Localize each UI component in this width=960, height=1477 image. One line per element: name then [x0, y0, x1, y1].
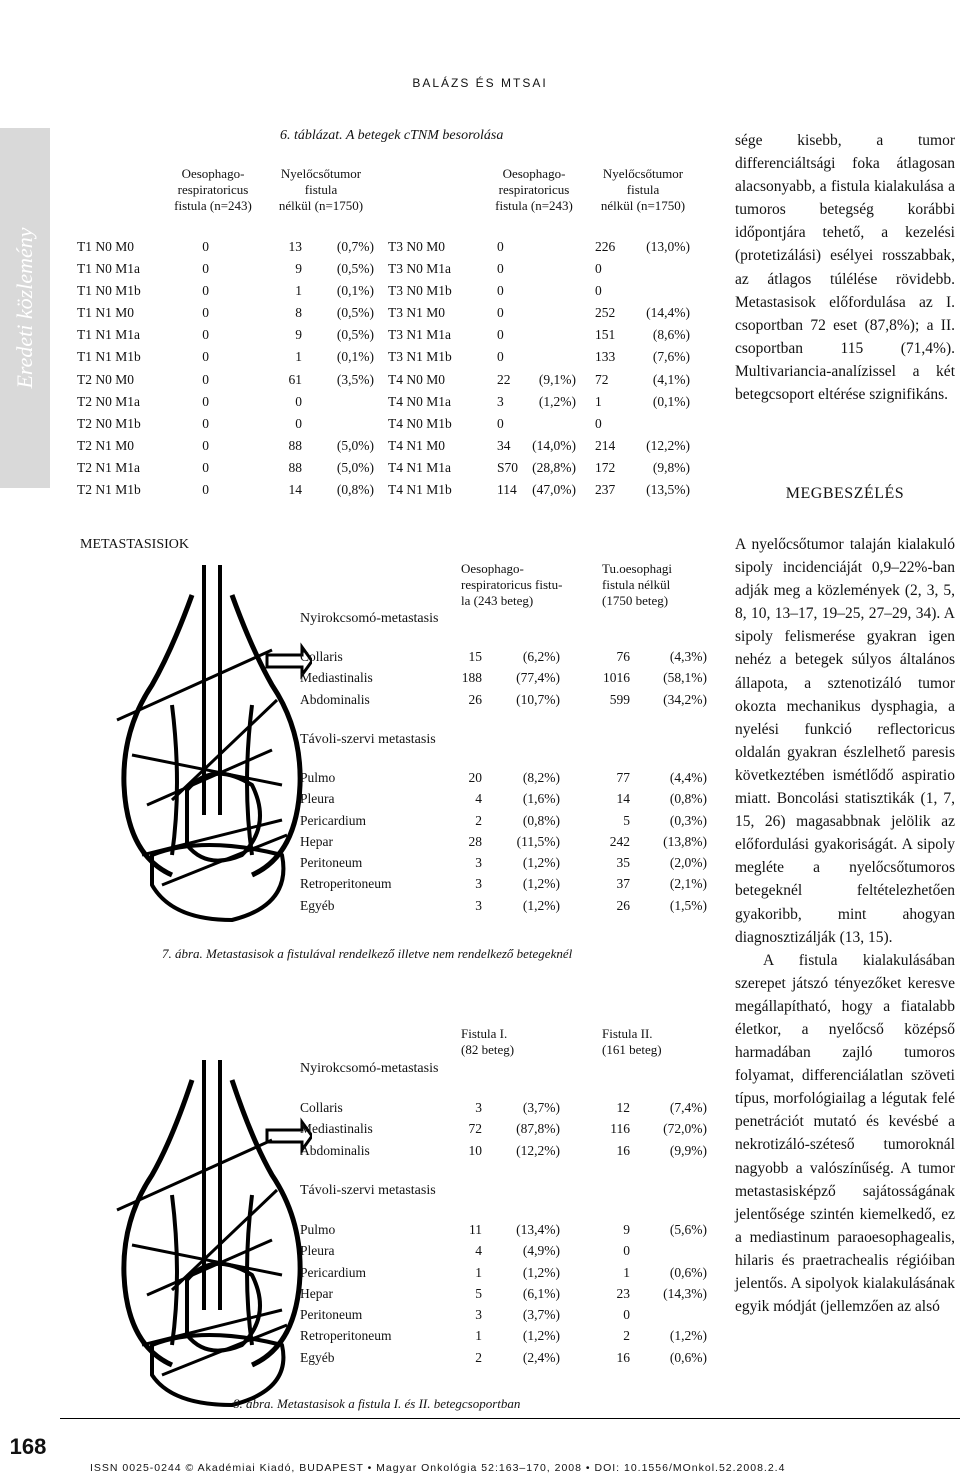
section-heading: MEGBESZÉLÉS: [785, 485, 905, 502]
group1-percent-cell: (10,7%): [516, 691, 560, 707]
group1-count-cell: 5: [475, 1285, 482, 1301]
table6-right-nofistula-header: [588, 166, 698, 214]
stage-cell: T4 N0 M0: [388, 371, 445, 387]
site-name-cell: Abdominalis: [300, 691, 370, 707]
stage-cell: T2 N0 M1a: [77, 393, 140, 409]
site-name-cell: Egyéb: [300, 1349, 335, 1365]
header-line: fistula: [304, 182, 338, 197]
table-row: [300, 873, 710, 894]
group2-count-cell: 5: [623, 812, 630, 828]
side-tab-label: Eredeti közlemény: [12, 227, 37, 389]
header-line: (82 beteg): [461, 1042, 515, 1057]
header-line: Fistula I.: [461, 1026, 508, 1041]
group2-percent-cell: (14,3%): [663, 1285, 707, 1301]
stage-cell: T2 N0 M1b: [77, 415, 141, 431]
thorax-metastasis-illustration-7: [112, 555, 312, 930]
group2-count-cell: 2: [623, 1328, 630, 1344]
fistula-count-cell: 0: [497, 415, 504, 431]
table-row: [388, 302, 698, 324]
figure-section-label: METASTASISIOK: [80, 537, 189, 552]
table6-left-body: [77, 236, 382, 501]
fistula-count-cell: 0: [202, 393, 209, 409]
table-row: [300, 1325, 710, 1346]
fistula-count-cell: 22: [497, 371, 511, 387]
group2-count-cell: 35: [616, 855, 630, 871]
group1-count-cell: 1: [475, 1328, 482, 1344]
site-name-cell: Pleura: [300, 791, 335, 807]
table-row: [300, 1262, 710, 1283]
table-row: [300, 1140, 710, 1161]
stage-cell: T1 N1 M0: [77, 305, 134, 321]
nofistula-percent-cell: (0,1%): [336, 349, 374, 365]
fistula-count-cell: 0: [497, 283, 504, 299]
nofistula-percent-cell: (0,5%): [336, 305, 374, 321]
fistula-count-cell: 0: [202, 239, 209, 254]
nofistula-count-cell: 9: [295, 327, 302, 343]
fistula-percent-cell: (9,1%): [538, 371, 576, 387]
table-row: [77, 302, 382, 324]
group2-percent-cell: (0,3%): [669, 812, 707, 828]
group2-percent-cell: (7,4%): [669, 1100, 707, 1115]
table-row: [77, 479, 382, 501]
group1-percent-cell: (1,2%): [522, 897, 560, 913]
group1-count-cell: 188: [461, 670, 482, 686]
table-row: [388, 236, 698, 258]
group1-percent-cell: (3,7%): [522, 1100, 560, 1115]
header-line: respiratoricus: [177, 182, 249, 197]
stage-cell: T4 N1 M0: [388, 437, 445, 453]
group2-percent-cell: (72,0%): [663, 1121, 707, 1137]
nofistula-count-cell: 0: [295, 393, 302, 409]
fig7-lymph-rows: [300, 646, 710, 710]
header-line: Fistula II.: [602, 1026, 653, 1041]
site-name-cell: Egyéb: [300, 897, 335, 913]
table-row: [77, 280, 382, 302]
nofistula-percent-cell: (3,5%): [336, 371, 374, 387]
group2-count-cell: 12: [616, 1100, 630, 1115]
nofistula-count-cell: 1: [295, 283, 302, 299]
fig8-distant-rows: [300, 1219, 710, 1368]
table-row: [77, 435, 382, 457]
nofistula-count-cell: 252: [595, 305, 616, 321]
stage-cell: T3 N0 M1b: [388, 283, 452, 299]
group1-count-cell: 3: [475, 897, 482, 913]
fistula-count-cell: 0: [497, 305, 504, 321]
nofistula-count-cell: 61: [288, 371, 302, 387]
nofistula-count-cell: 226: [595, 239, 616, 254]
table-row: [388, 258, 698, 280]
header-line: Tu.oesophagi: [602, 561, 672, 576]
header-line: fistula (n=243): [174, 198, 252, 213]
fig8-caption: 8. ábra. Metastasisok a fistula I. és II. betegcsoportban: [233, 1396, 521, 1411]
group1-percent-cell: (87,8%): [516, 1121, 560, 1137]
group2-percent-cell: (0,6%): [669, 1349, 707, 1365]
table-row: [77, 346, 382, 368]
page-number: 168: [9, 1434, 47, 1459]
group2-percent-cell: (2,0%): [669, 855, 707, 871]
footer-citation: ISSN 0025-0244 © Akadémiai Kiadó, BUDAPEST • Magyar Onkológia 52:163–170, 2008 • DOI: 10.1556/MOnkol.52.2008.2.4: [90, 1462, 786, 1474]
stage-cell: T2 N1 M1b: [77, 482, 141, 498]
site-name-cell: Pulmo: [300, 1222, 336, 1237]
group1-percent-cell: (13,4%): [516, 1222, 560, 1237]
table-row: [300, 788, 710, 809]
table-row: [77, 324, 382, 346]
group1-count-cell: 2: [475, 812, 482, 828]
table-row: [388, 457, 698, 479]
thorax-metastasis-illustration-8: [112, 1060, 312, 1410]
stage-cell: T2 N0 M0: [77, 371, 134, 387]
table-row: [388, 391, 698, 413]
stage-cell: T3 N1 M1b: [388, 349, 452, 365]
table-row: [300, 667, 710, 688]
group1-count-cell: 3: [475, 855, 482, 871]
paragraph: A nyelőcsőtumor talaján kialakuló sipoly incidenciáját 0,9–22%-ban adják meg a közlemények (2, 3, 5, 8, 10, 13–17, 19–25, 27–29, 34). A sipoly felismerése gyakran igen nehéz a betegek súlyos általános állapota, a sztenotizáló tumor okozta mechanikus dysphagia, a nyelési funkció reflectoricus oldalán gyakran észlelhető paresis következtében ismétlődő aspiratio miatt. Boncolási statisztikák (1, 7, 15, 26) magasabbnak jelölik az előfordulási gyakoriságát. A sipoly megléte a nyelőcsőtumoros betegeknél feltételezhetően gyakoribb, mint ahogyan diagnosztizálják (13, 15).: [735, 536, 955, 946]
fig7-distant-rows: [300, 767, 710, 916]
header-line: fistula nélkül: [602, 577, 671, 592]
table-row: [300, 689, 710, 710]
table-row: [300, 810, 710, 831]
header-line: Oesophago-: [502, 166, 566, 181]
site-name-cell: Pulmo: [300, 770, 336, 785]
group1-percent-cell: (1,2%): [522, 876, 560, 892]
header-line: nélkül (n=1750): [278, 198, 364, 213]
group2-percent-cell: (1,2%): [669, 1328, 707, 1344]
running-header-author: BALÁZS ÉS MTSAI: [412, 76, 548, 90]
table-row: [77, 236, 382, 258]
table-row: [388, 280, 698, 302]
fistula-percent-cell: (1,2%): [538, 393, 576, 409]
fig7-lymph-heading: Nyirokcsomó-metastasis: [300, 611, 439, 626]
nofistula-count-cell: 0: [595, 283, 602, 299]
table6-left-nofistula-header: [266, 166, 376, 214]
nofistula-percent-cell: (0,1%): [336, 283, 374, 299]
site-name-cell: Hepar: [300, 1285, 333, 1301]
table6-title: 6. táblázat. A betegek cTNM besorolása: [280, 128, 504, 143]
group1-count-cell: 1: [475, 1264, 482, 1280]
group2-percent-cell: (58,1%): [663, 670, 707, 686]
table-row: [300, 646, 710, 667]
stage-cell: T4 N1 M1a: [388, 459, 451, 475]
group2-count-cell: 1: [623, 1264, 630, 1280]
nofistula-percent-cell: (9,8%): [652, 459, 690, 475]
group2-percent-cell: (2,1%): [669, 876, 707, 892]
table-row: [388, 479, 698, 501]
body-text-top: [735, 129, 955, 406]
group2-count-cell: 16: [616, 1142, 630, 1158]
site-name-cell: Pleura: [300, 1243, 335, 1259]
group2-count-cell: 14: [616, 791, 630, 807]
stage-cell: T4 N0 M1b: [388, 415, 452, 431]
group1-percent-cell: (1,6%): [522, 791, 560, 807]
site-name-cell: Retroperitoneum: [300, 876, 392, 892]
site-name-cell: Abdominalis: [300, 1142, 370, 1158]
table-row: [300, 852, 710, 873]
table-row: [77, 369, 382, 391]
group2-count-cell: 242: [609, 833, 630, 849]
nofistula-count-cell: 237: [595, 482, 616, 498]
group1-count-cell: 4: [475, 791, 482, 807]
fistula-count-cell: 0: [202, 327, 209, 343]
fig7-col2-header: [602, 561, 672, 609]
group2-count-cell: 1016: [603, 670, 630, 686]
table-row: [388, 324, 698, 346]
header-line: respiratoricus fistu-: [461, 577, 563, 592]
group2-count-cell: 76: [616, 649, 630, 664]
group1-percent-cell: (0,8%): [522, 812, 560, 828]
fig8-lymph-heading: Nyirokcsomó-metastasis: [300, 1061, 439, 1076]
nofistula-percent-cell: (14,4%): [646, 305, 690, 321]
fistula-count-cell: 0: [497, 327, 504, 343]
site-name-cell: Collaris: [300, 1100, 343, 1115]
site-name-cell: Retroperitoneum: [300, 1328, 392, 1344]
fistula-count-cell: S70: [497, 459, 519, 475]
group2-count-cell: 77: [616, 770, 630, 785]
fistula-count-cell: 0: [497, 261, 504, 277]
body-text-bottom: [735, 533, 955, 1318]
group1-count-cell: 15: [468, 649, 482, 664]
table-row: [77, 413, 382, 435]
table-row: [77, 258, 382, 280]
header-line: (1750 beteg): [602, 593, 669, 608]
header-line: nélkül (n=1750): [600, 198, 686, 213]
fistula-count-cell: 0: [202, 437, 209, 453]
nofistula-count-cell: 133: [595, 349, 616, 365]
fistula-percent-cell: (28,8%): [532, 459, 576, 475]
table-row: [300, 767, 710, 788]
group1-percent-cell: (1,2%): [522, 855, 560, 871]
fistula-count-cell: 0: [202, 349, 209, 365]
header-line: la (243 beteg): [461, 593, 534, 608]
header-line: (161 beteg): [602, 1042, 662, 1057]
group2-count-cell: 116: [610, 1121, 630, 1137]
nofistula-count-cell: 9: [295, 261, 302, 277]
header-line: Oesophago-: [461, 561, 524, 576]
nofistula-percent-cell: (0,5%): [336, 327, 374, 343]
nofistula-percent-cell: (0,5%): [336, 261, 374, 277]
table-row: [300, 831, 710, 852]
group2-percent-cell: (5,6%): [669, 1222, 707, 1237]
group2-percent-cell: (9,9%): [669, 1142, 707, 1158]
header-line: Oesophago-: [181, 166, 245, 181]
stage-cell: T4 N1 M1b: [388, 482, 452, 498]
stage-cell: T2 N1 M1a: [77, 459, 140, 475]
site-name-cell: Pericardium: [300, 812, 366, 828]
group1-percent-cell: (6,1%): [522, 1285, 560, 1301]
header-line: fistula: [626, 182, 660, 197]
group1-count-cell: 3: [475, 1100, 482, 1115]
fig8-col2-header: [602, 1026, 662, 1058]
stage-cell: T3 N1 M1a: [388, 327, 451, 343]
group1-count-cell: 3: [475, 876, 482, 892]
site-name-cell: Peritoneum: [300, 1307, 363, 1323]
header-line: respiratoricus: [498, 182, 570, 197]
table-row: [300, 1283, 710, 1304]
table-row: [300, 895, 710, 916]
stage-cell: T1 N0 M1a: [77, 261, 140, 277]
group1-percent-cell: (2,4%): [522, 1349, 560, 1365]
group1-percent-cell: (1,2%): [522, 1328, 560, 1344]
stage-cell: T4 N0 M1a: [388, 393, 451, 409]
table-row: [388, 346, 698, 368]
nofistula-count-cell: 0: [595, 415, 602, 431]
nofistula-count-cell: 88: [288, 459, 302, 475]
group1-percent-cell: (8,2%): [522, 770, 560, 785]
group2-percent-cell: (34,2%): [663, 691, 707, 707]
fistula-count-cell: 0: [202, 482, 209, 498]
group1-count-cell: 3: [475, 1307, 482, 1323]
stage-cell: T3 N0 M0: [388, 239, 445, 254]
group2-percent-cell: (0,8%): [669, 791, 707, 807]
group2-count-cell: 26: [616, 897, 630, 913]
nofistula-percent-cell: (13,5%): [646, 482, 690, 498]
nofistula-percent-cell: (5,0%): [336, 459, 374, 475]
nofistula-count-cell: 8: [295, 305, 302, 321]
nofistula-percent-cell: (13,0%): [646, 239, 690, 254]
fig8-distant-heading: Távoli-szervi metastasis: [300, 1183, 436, 1198]
site-name-cell: Pericardium: [300, 1264, 366, 1280]
nofistula-count-cell: 0: [595, 261, 602, 277]
table-row: [300, 1347, 710, 1368]
table-row: [388, 435, 698, 457]
site-name-cell: Peritoneum: [300, 855, 363, 871]
fistula-percent-cell: (14,0%): [532, 437, 576, 453]
stage-cell: T1 N1 M1a: [77, 327, 140, 343]
stage-cell: T3 N1 M0: [388, 305, 445, 321]
header-line: Nyelőcsőtumor: [280, 166, 362, 181]
table-row: [77, 457, 382, 479]
stage-cell: T1 N0 M1b: [77, 283, 141, 299]
table6-left-fistula-header: [163, 166, 263, 214]
nofistula-percent-cell: (5,0%): [336, 437, 374, 453]
fistula-count-cell: 0: [497, 239, 504, 254]
table6-right-body: [388, 236, 698, 501]
group1-count-cell: 2: [475, 1349, 482, 1365]
group1-percent-cell: (77,4%): [516, 670, 560, 686]
group2-count-cell: 16: [616, 1349, 630, 1365]
group2-count-cell: 23: [616, 1285, 630, 1301]
group2-count-cell: 37: [616, 876, 630, 892]
group1-count-cell: 20: [468, 770, 482, 785]
fig8-lymph-rows: [300, 1097, 710, 1161]
nofistula-percent-cell: (12,2%): [646, 437, 690, 453]
nofistula-count-cell: 88: [288, 437, 302, 453]
fig7-col1-header: [461, 561, 562, 609]
paragraph: sége kisebb, a tumor differenciáltsági foka átlagosan alacsonyabb, a fistula kialakulása a tumoros betegség korábbi időpontjára tehető, a kezelési (protetizálási) esélyei rosszabbak, az átlagos túlélése rövidebb. Metastasisok előfordulása az I. csoportban 72 eset (87,8%); a II. csoportban 115 (71,4%). Multivariancia-analízissel a két betegcsoport eltérése szignifikáns.: [735, 132, 955, 404]
site-name-cell: Hepar: [300, 833, 333, 849]
table-row: [300, 1097, 710, 1118]
nofistula-count-cell: 172: [595, 459, 616, 475]
fistula-count-cell: 0: [202, 459, 209, 475]
stage-cell: T2 N1 M0: [77, 437, 134, 453]
fistula-count-cell: 0: [202, 261, 209, 277]
site-name-cell: Mediastinalis: [300, 1121, 373, 1137]
fistula-count-cell: 0: [497, 349, 504, 365]
stage-cell: T1 N1 M1b: [77, 349, 141, 365]
fistula-count-cell: 34: [497, 437, 511, 453]
fig8-col1-header: [461, 1026, 514, 1058]
footer-rule: [0, 1418, 960, 1419]
group2-count-cell: 0: [623, 1243, 630, 1259]
fistula-percent-cell: (47,0%): [532, 482, 576, 498]
nofistula-percent-cell: (0,1%): [652, 393, 690, 409]
table-row: [300, 1118, 710, 1139]
nofistula-percent-cell: (4,1%): [652, 371, 690, 387]
nofistula-count-cell: 0: [295, 415, 302, 431]
table-row: [77, 391, 382, 413]
nofistula-count-cell: 1: [295, 349, 302, 365]
group1-percent-cell: (12,2%): [516, 1142, 560, 1158]
group2-percent-cell: (4,3%): [669, 649, 707, 664]
group2-percent-cell: (4,4%): [669, 770, 707, 785]
section-side-tab: [0, 128, 50, 488]
fistula-count-cell: 114: [497, 482, 517, 498]
table-row: [388, 369, 698, 391]
fig7-distant-heading: Távoli-szervi metastasis: [300, 732, 436, 747]
nofistula-count-cell: 13: [288, 239, 302, 254]
fistula-count-cell: 0: [202, 305, 209, 321]
group2-percent-cell: (13,8%): [663, 833, 707, 849]
group2-percent-cell: (0,6%): [669, 1264, 707, 1280]
site-name-cell: Mediastinalis: [300, 670, 373, 686]
group1-percent-cell: (11,5%): [516, 833, 560, 849]
group1-count-cell: 72: [468, 1121, 482, 1137]
group2-count-cell: 599: [609, 691, 630, 707]
table-row: [300, 1219, 710, 1240]
fistula-count-cell: 0: [202, 283, 209, 299]
nofistula-count-cell: 14: [288, 482, 302, 498]
group1-count-cell: 10: [468, 1142, 482, 1158]
nofistula-count-cell: 214: [595, 437, 616, 453]
group1-percent-cell: (4,9%): [522, 1243, 560, 1259]
group1-count-cell: 11: [469, 1222, 482, 1237]
nofistula-percent-cell: (0,7%): [336, 239, 374, 254]
group1-percent-cell: (3,7%): [522, 1307, 560, 1323]
fistula-count-cell: 3: [497, 393, 504, 409]
table-row: [300, 1304, 710, 1325]
header-line: Nyelőcsőtumor: [602, 166, 684, 181]
nofistula-percent-cell: (8,6%): [652, 327, 690, 343]
header-line: fistula (n=243): [495, 198, 573, 213]
group2-count-cell: 9: [623, 1222, 630, 1237]
nofistula-count-cell: 1: [595, 393, 602, 409]
stage-cell: T1 N0 M0: [77, 239, 134, 254]
group1-percent-cell: (6,2%): [522, 649, 560, 664]
group1-count-cell: 26: [468, 691, 482, 707]
group2-percent-cell: (1,5%): [669, 897, 707, 913]
stage-cell: T3 N0 M1a: [388, 261, 451, 277]
group2-count-cell: 0: [623, 1307, 630, 1323]
group1-count-cell: 4: [475, 1243, 482, 1259]
nofistula-percent-cell: (7,6%): [652, 349, 690, 365]
group1-count-cell: 28: [468, 833, 482, 849]
table-row: [300, 1240, 710, 1261]
fistula-count-cell: 0: [202, 371, 209, 387]
paragraph: A fistula kialakulásában szerepet játszó tényezőket keresve megállapítható, hogy a fiatalabb életkor, a nyelőcső középső harmadában zajló tumoros folyamat, differenciálatlan szöveti típus, morfológiailag a légutak felé penetrációt mutató és kevésbé a nekrotizáló-széteső tumoroknál nagyobb a valószínűség. A tumor metastasisképző sajátosságának jelentősége szintén kiemelkedő, ez a mediastinum paraoesophagealis, hilaris és praetrachealis régióiban jelentős. A sipolyok kialakulásának egyik módját (jellemzően az alsó: [735, 951, 955, 1316]
fistula-count-cell: 0: [202, 415, 209, 431]
nofistula-count-cell: 151: [595, 327, 616, 343]
table-row: [388, 413, 698, 435]
table6-right-fistula-header: [484, 166, 584, 214]
site-name-cell: Collaris: [300, 649, 343, 664]
nofistula-count-cell: 72: [595, 371, 609, 387]
group1-percent-cell: (1,2%): [522, 1264, 560, 1280]
fig7-caption: 7. ábra. Metastasisok a fistulával rendelkező illetve nem rendelkező betegeknél: [162, 946, 573, 961]
nofistula-percent-cell: (0,8%): [336, 482, 374, 498]
